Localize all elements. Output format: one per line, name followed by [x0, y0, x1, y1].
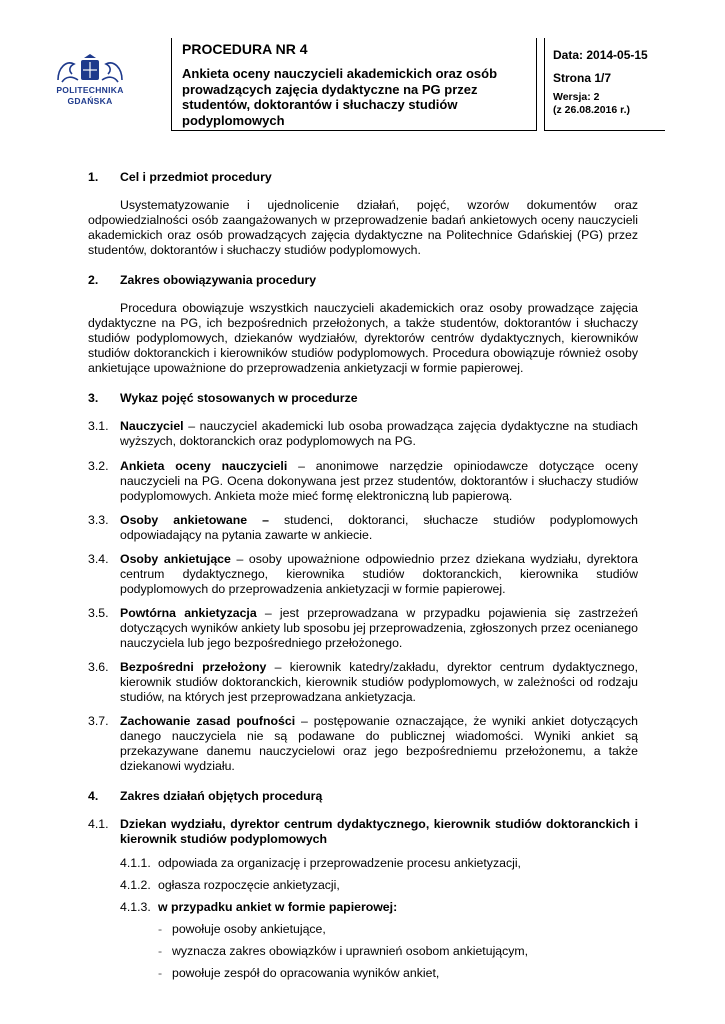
definition-number: 3.6.	[88, 660, 109, 674]
definition-number: 3.2.	[88, 459, 109, 473]
definition-number: 3.4.	[88, 552, 109, 566]
subsection-4-1	[88, 817, 638, 847]
logo	[40, 38, 170, 130]
definition-text: – jest przeprowadzana w przypadku pojawienia się zastrzeżeń dotyczących wyników ankiety lub sposobu jej przeprowadzenia, zgłoszonych przez ocenianego nauczyciela lub jego bezpośredniego przełożonego.	[120, 606, 638, 650]
section-3-heading	[88, 391, 638, 406]
bullet-text: powołuje zespół do opracowania wyników ankiet,	[172, 966, 440, 980]
definition-text: – kierownik katedry/zakładu, dyrektor centrum dydaktycznego, kierownik studiów doktoranckich, kierownik studiów podyplomowych, w zależności od rodzaju studiów, na których jest przeprowadzana ankietyzacja.	[120, 660, 638, 704]
section-number: 1.	[88, 170, 99, 184]
definition-term: Powtórna ankietyzacja	[120, 606, 257, 620]
version-date: (z 26.08.2016 r.)	[553, 104, 631, 116]
section-1-text: Usystematyzowanie i ujednolicenie działań, pojęć, wzorów dokumentów oraz odpowiedzialności osób zaangażowanych w przeprowadzenie badań ankietowych oceny nauczycieli akademickich oraz osób prowadzących zajęcia dydaktyczne na Politechnice Gdańskiej (PG) przez studentów, doktorantów i słuchaczy studiów podyplomowych.	[88, 198, 638, 257]
section-number: 3.	[88, 391, 99, 405]
logo-text	[40, 85, 140, 107]
document-body	[88, 170, 638, 981]
procedure-number: PROCEDURA NR 4	[182, 41, 308, 57]
item-text: w przypadku ankiet w formie papierowej:	[158, 900, 398, 914]
bullet-item	[88, 922, 638, 937]
procedure-title: Ankieta oceny nauczycieli akademickich oraz osób prowadzących zajęcia dydaktyczne na PG przez studentów, doktorantów i słuchaczy studiów podyplomowych	[182, 66, 498, 128]
logo-text-line1: POLITECHNIKA	[56, 85, 124, 95]
section-1-heading	[88, 170, 638, 185]
definition-text: – anonimowe narzędzie opiniodawcze dotyczące oceny nauczycieli na PG. Ocena dokonywana jest przez studentów, doktorantów i słuchaczy studiów podyplomowych. Ankieta może mieć formę elektroniczną lub papierową.	[120, 459, 638, 503]
bullet-dash: -	[158, 944, 163, 958]
definition-term: Nauczyciel	[120, 419, 184, 433]
item-number: 4.1.1.	[120, 856, 151, 870]
definition-item	[88, 606, 638, 651]
definition-number: 3.3.	[88, 513, 109, 527]
item-text: ogłasza rozpoczęcie ankietyzacji,	[158, 878, 340, 892]
definition-number: 3.1.	[88, 419, 109, 433]
section-2-heading	[88, 273, 638, 288]
section-title: Zakres działań objętych procedurą	[120, 789, 323, 803]
subsection-title: Dziekan wydziału, dyrektor centrum dydaktycznego, kierownik studiów doktoranckich i kierownik studiów podyplomowych	[120, 817, 638, 846]
definition-number: 3.5.	[88, 606, 109, 620]
university-crest-icon	[52, 54, 128, 86]
section-4-heading	[88, 789, 638, 804]
section-number: 4.	[88, 789, 99, 803]
version: Wersja: 2	[553, 91, 600, 103]
version-info	[553, 91, 630, 117]
item-number: 4.1.3.	[120, 900, 151, 914]
definition-term: Zachowanie zasad poufności	[120, 714, 296, 728]
item-number: 4.1.2.	[120, 878, 151, 892]
title-cell	[171, 38, 537, 131]
definition-item	[88, 714, 638, 774]
definition-item	[88, 552, 638, 597]
logo-text-line2: GDAŃSKA	[67, 96, 113, 106]
document-header	[40, 38, 664, 130]
definition-item	[88, 660, 638, 705]
definition-text: studenci, doktoranci, słuchacze studiów podyplomowych odpowiadający na pytania zawarte w ankiecie.	[120, 513, 638, 542]
definition-text: – osoby upoważnione odpowiednio przez dziekana wydziału, dyrektora centrum dydaktycznego, kierownika studiów doktoranckich, kierownika studiów podyplomowych do przeprowadzenia ankietyzacji w formie papierowej.	[120, 552, 638, 596]
definition-item	[88, 419, 638, 449]
definition-term: Osoby ankietowane –	[120, 513, 269, 527]
section-2-text: Procedura obowiązuje wszystkich nauczycieli akademickich oraz osoby prowadzące zajęcia dydaktyczne na PG, ich bezpośrednich przełożonych, a także studentów, doktorantów i słuchaczy studiów podyplomowych, dziekanów wydziałów, dyrektorów centrów dydaktycznych, kierowników studiów doktoranckich i kierowników studiów podyplomowych. Procedura obowiązuje również osoby ankietujące upoważnione do przeprowadzenia ankietyzacji w formie papierowej.	[88, 301, 638, 375]
bullet-item	[88, 944, 638, 959]
document-date: Data: 2014-05-15	[553, 48, 648, 62]
list-item	[88, 856, 638, 871]
bullet-text: wyznacza zakres obowiązków i uprawnień osobom ankietującym,	[172, 944, 529, 958]
meta-cell	[544, 38, 665, 131]
section-title: Cel i przedmiot procedury	[120, 170, 272, 184]
list-item	[88, 878, 638, 893]
page-number: Strona 1/7	[553, 71, 612, 85]
section-title: Zakres obowiązywania procedury	[120, 273, 317, 287]
definition-number: 3.7.	[88, 714, 109, 728]
definition-term: Bezpośredni przełożony	[120, 660, 267, 674]
list-item	[88, 900, 638, 915]
definition-item	[88, 513, 638, 543]
section-title: Wykaz pojęć stosowanych w procedurze	[120, 391, 358, 405]
subsection-number: 4.1.	[88, 817, 109, 831]
bullet-dash: -	[158, 922, 163, 936]
section-number: 2.	[88, 273, 99, 287]
definition-term: Osoby ankietujące	[120, 552, 231, 566]
definition-term: Ankieta oceny nauczycieli	[120, 459, 288, 473]
bullet-item	[88, 966, 638, 981]
bullet-text: powołuje osoby ankietujące,	[172, 922, 326, 936]
definition-text: – postępowanie oznaczające, że wyniki ankiet dotyczących danego nauczyciela nie są podawane do publicznej wiadomości. Wyniki ankiet są przekazywane danemu nauczycielowi oraz jego bezpośredniemu przełożonemu, a także dziekanowi wydziału.	[120, 714, 638, 773]
item-text: odpowiada za organizację i przeprowadzenie procesu ankietyzacji,	[158, 856, 521, 870]
bullet-dash: -	[158, 966, 163, 980]
definition-text: – nauczyciel akademicki lub osoba prowadząca zajęcia dydaktyczne na studiach wyższych, doktoranckich oraz podyplomowych na PG.	[120, 419, 638, 448]
definition-item	[88, 459, 638, 504]
